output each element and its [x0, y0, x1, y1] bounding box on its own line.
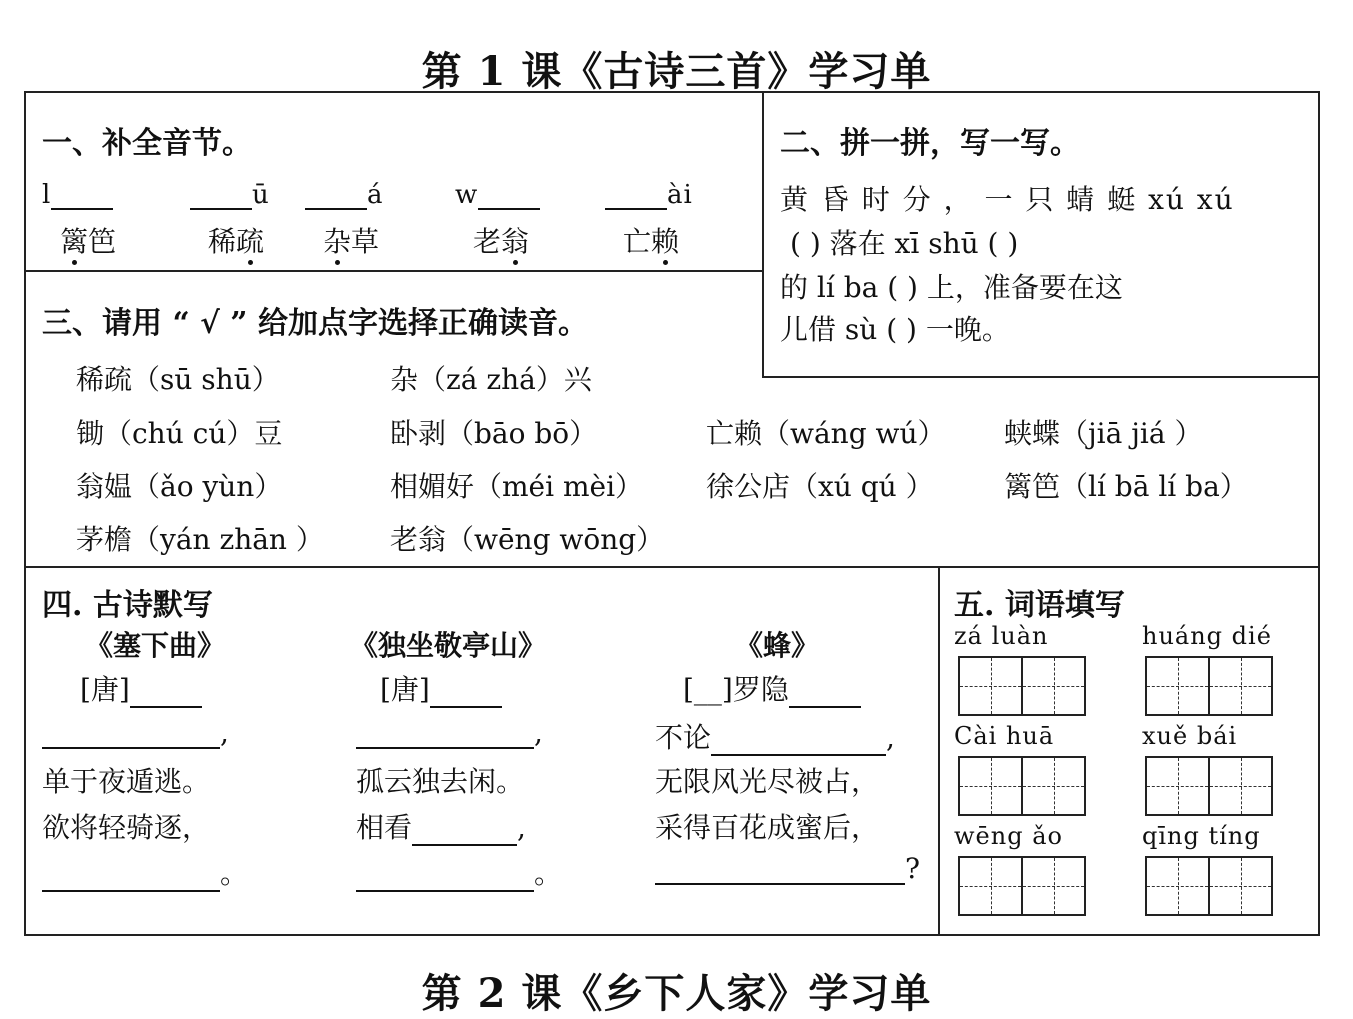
char: 笆	[88, 225, 117, 258]
punct: ,	[534, 716, 543, 749]
syllable-blank[interactable]	[478, 182, 540, 210]
pronunciation-item: 杂（zá zhá）兴	[390, 363, 592, 396]
poem-blank[interactable]	[356, 719, 534, 749]
grid-cell[interactable]	[1023, 858, 1084, 914]
word-pinyin: zá luàn	[954, 622, 1049, 650]
syllable-blank[interactable]	[605, 182, 667, 210]
syllable-word-3	[323, 220, 379, 260]
poem-text: 无限风光尽被占，	[655, 765, 880, 798]
poem-blank[interactable]	[42, 862, 220, 892]
poem-text: 孤云独去闲。	[356, 765, 525, 798]
poem-line	[655, 852, 920, 885]
poem-line	[356, 760, 524, 800]
poem-line	[42, 760, 210, 800]
syllable-word-4	[473, 220, 529, 260]
pronunciation-item: 亡赖（wáng wú）	[706, 417, 946, 450]
pronunciation-item: 徐公店（xú qú ）	[706, 470, 934, 503]
poem-line	[356, 716, 543, 749]
char: 疏	[236, 225, 265, 258]
poem-line	[42, 852, 248, 892]
poem-line	[356, 852, 562, 892]
word-pinyin: qīng tíng	[1142, 822, 1261, 850]
poem-author	[683, 668, 861, 708]
section4-heading: 四. 古诗默写	[42, 588, 213, 623]
syllable-blank[interactable]	[190, 182, 252, 210]
word-pinyin: Cài huā	[954, 722, 1055, 750]
word-grid[interactable]	[1145, 656, 1273, 716]
poem-blank[interactable]	[42, 719, 220, 749]
next-lesson-title: 第 2 课《乡下人家》学习单	[421, 970, 932, 1017]
word-grid[interactable]	[958, 756, 1086, 816]
char: 翁	[501, 225, 530, 258]
poem-text: 欲将轻骑逐，	[42, 811, 211, 844]
section3-heading: 三、请用 “ √ ” 给加点字选择正确读音。	[42, 306, 589, 341]
grid-cell[interactable]	[1147, 858, 1210, 914]
sec2-line-2: ( ) 落在 xī shū ( )	[790, 227, 1019, 260]
syllable-1	[42, 180, 113, 210]
grid-cell[interactable]	[1210, 858, 1271, 914]
poem-line	[655, 806, 879, 846]
syllable-suffix: ū	[252, 180, 270, 210]
pronunciation-item: 卧剥（bāo bō）	[390, 417, 598, 450]
syllable-word-2	[208, 220, 264, 260]
poem-line	[42, 716, 229, 749]
syllable-3	[305, 180, 384, 210]
pronunciation-item: 相媚好（méi mèi）	[390, 470, 644, 503]
author-label: [__]罗隐	[683, 673, 789, 706]
word-grid[interactable]	[1145, 756, 1273, 816]
syllable-suffix: á	[367, 180, 384, 210]
divider	[762, 376, 1320, 378]
syllable-5	[605, 180, 693, 210]
punct: ,	[517, 811, 526, 844]
grid-cell[interactable]	[1147, 758, 1210, 814]
poem-blank[interactable]	[412, 816, 517, 846]
grid-cell[interactable]	[1023, 758, 1084, 814]
sec2-line-3: 的 lí ba ( ) 上，准备要在这	[780, 271, 1123, 304]
grid-cell[interactable]	[1210, 658, 1271, 714]
word-pinyin: wēng ǎo	[954, 822, 1063, 850]
syllable-blank[interactable]	[51, 182, 113, 210]
char: 老	[473, 225, 502, 258]
poem-text: 不论	[655, 721, 712, 754]
word-grid[interactable]	[1145, 856, 1273, 916]
grid-cell[interactable]	[960, 758, 1023, 814]
poem-title: 《蜂》	[735, 629, 820, 662]
poem-text: 相看	[356, 811, 413, 844]
poem-author	[80, 668, 202, 708]
punct: ,	[220, 716, 229, 749]
pronunciation-item: 老翁（wēng wōng）	[390, 523, 665, 556]
poem-line	[655, 716, 895, 756]
pronunciation-item: 翁媪（ǎo yùn）	[76, 470, 283, 503]
author-blank[interactable]	[130, 678, 202, 708]
poem-line	[655, 760, 879, 800]
punct: ?	[905, 852, 921, 885]
pronunciation-item: 锄（chú cú）豆	[76, 417, 283, 450]
syllable-prefix: l	[42, 180, 52, 210]
syllable-suffix: ài	[667, 180, 693, 210]
sec2-line-4: 儿借 sù ( ) 一晚。	[780, 313, 1010, 346]
page-title: 第 1 课《古诗三首》学习单	[421, 48, 932, 95]
syllable-word-5	[623, 220, 679, 260]
syllable-2	[190, 180, 270, 210]
sec2-line-1: 黄 昏 时 分 ， 一 只 蜻 蜓 xú xú	[780, 183, 1235, 216]
poem-title: 《塞下曲》	[85, 629, 226, 662]
punct: 。	[534, 857, 563, 890]
word-pinyin: xuě bái	[1142, 722, 1238, 750]
section2-heading: 二、拼一拼，写一写。	[780, 126, 1080, 161]
pronunciation-item: 蛱蝶（jiā jiá ）	[1004, 417, 1203, 450]
syllable-prefix: w	[455, 180, 479, 210]
char: 亡	[623, 225, 652, 258]
pronunciation-item: 篱笆（lí bā lí ba）	[1004, 470, 1248, 503]
punct: ,	[886, 721, 895, 754]
poem-blank[interactable]	[655, 855, 905, 885]
poem-line	[356, 806, 526, 846]
author-label: [唐]	[380, 673, 430, 706]
author-blank[interactable]	[430, 678, 502, 708]
pronunciation-item: 稀疏（sū shū）	[76, 363, 280, 396]
punct: 。	[220, 857, 249, 890]
word-grid[interactable]	[958, 656, 1086, 716]
grid-cell[interactable]	[1210, 758, 1271, 814]
poem-text: 单于夜遁逃。	[42, 765, 211, 798]
grid-cell[interactable]	[960, 858, 1023, 914]
word-pinyin: huáng dié	[1142, 622, 1272, 650]
section5-heading: 五. 词语填写	[954, 588, 1125, 623]
word-grid[interactable]	[958, 856, 1086, 916]
grid-cell[interactable]	[1023, 658, 1084, 714]
pronunciation-item: 茅檐（yán zhān ）	[76, 523, 324, 556]
author-blank[interactable]	[789, 678, 861, 708]
grid-cell[interactable]	[960, 658, 1023, 714]
char: 草	[351, 225, 380, 258]
char: 篱	[60, 225, 89, 258]
section1-heading: 一、补全音节。	[42, 126, 252, 161]
syllable-word-1	[60, 220, 116, 260]
author-label: [唐]	[80, 673, 130, 706]
poem-text: 采得百花成蜜后，	[655, 811, 880, 844]
poem-line	[42, 806, 210, 846]
poem-blank[interactable]	[356, 862, 534, 892]
poem-author	[380, 668, 502, 708]
syllable-blank[interactable]	[305, 182, 367, 210]
poem-blank[interactable]	[711, 726, 886, 756]
char: 杂	[323, 225, 352, 258]
char: 稀	[208, 225, 237, 258]
syllable-4	[455, 180, 540, 210]
poem-title: 《独坐敬亭山》	[350, 629, 547, 662]
char: 赖	[651, 225, 680, 258]
grid-cell[interactable]	[1147, 658, 1210, 714]
